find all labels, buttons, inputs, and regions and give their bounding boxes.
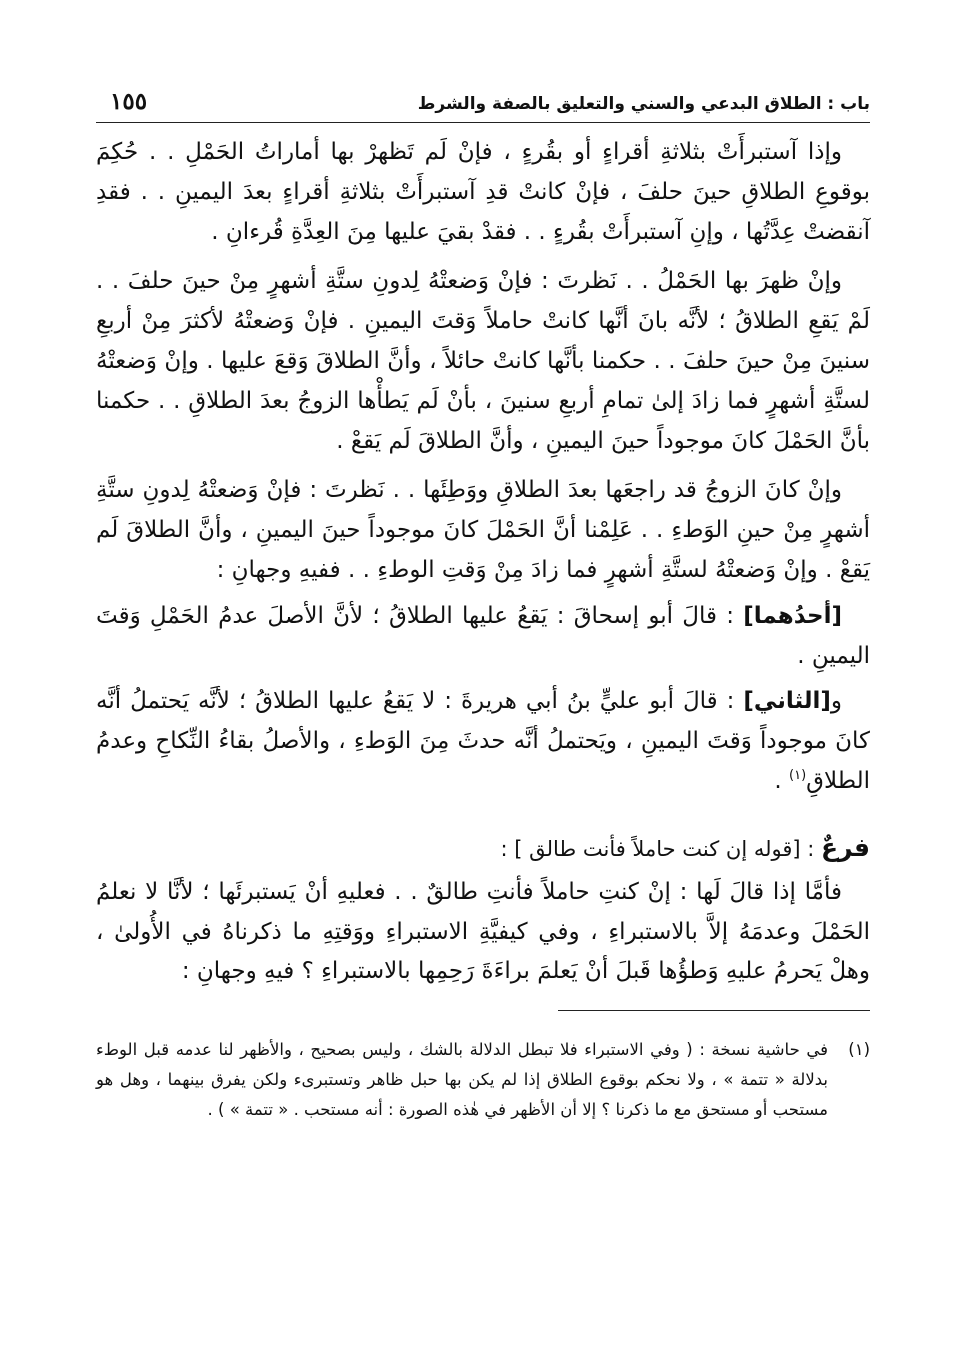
second-view-end: .	[774, 767, 790, 794]
section-word: فرعٌ	[821, 832, 870, 862]
second-view-prefix: و	[830, 688, 842, 715]
first-view-label: [أحدُهما]	[743, 602, 842, 629]
paragraph-first-view	[96, 597, 870, 677]
chapter-title: باب : الطلاق البدعي والسني والتعليق بالصفة والشرط	[417, 94, 870, 114]
paragraph-3: وإنْ كانَ الزوجُ قد راجعَها بعدَ الطلاقِ ووَطِئَها . . نَظرتَ : فإنْ وَضعتْهُ لِدونِ ستَّةِ أشهرٍ مِنْ حينِ الوَطءِ . . عَلِمْنا أنَّ الحَمْلَ كانَ موجوداً حينَ اليمينِ ، وأنَّ الطلاقَ لَم يَقعْ . وإنْ وَضعتْهُ لستَّةِ أشهرٍ فما زادَ مِنْ وَقتِ الوطءِ . . ففيهِ وجهانِ :	[96, 477, 870, 583]
footnote-text: في حاشية نسخة : ( وفي الاستبراء فلا تبطل الدلالة بالشك ، وليس بصحيح ، والأظهر لنا عدمه قبل الوطء بدلالة « تتمة » ، ولا نحكم بوقوع الطلاق إذا لم يكن بها حبل ظاهر وتستبرىء ولكن يفرق بينهما ، وهل هو مستحب أو مستحق مع ما ذكرنا ؟ إلا أن الأظهر في هٰذه الصورة : أنه مستحب . « تتمة » ) .	[96, 1040, 828, 1120]
first-view-text: : قالَ أبو إسحاقَ : يَقعُ عليها الطلاقُ ؛ لأنَّ الأصلَ عدمُ الحَمْلِ وَقتَ اليمينِ .	[96, 602, 870, 669]
footnote-divider	[558, 1010, 870, 1011]
section-heading	[96, 828, 870, 869]
page-number: ١٥٥	[110, 88, 148, 115]
running-header	[96, 82, 870, 123]
footnote-reference[interactable]: (١)	[789, 767, 807, 783]
paragraph-second-view	[96, 682, 870, 801]
main-text	[96, 133, 870, 992]
second-view-text: : قالَ أبو عليٍّ بنُ أبي هريرةَ : لا يَقعُ عليها الطلاقُ ؛ لأنَّه يَحتملُ أنَّه كانَ موجوداً وَقتَ اليمينِ ، ويَحتملُ أنَّه حدثَ مِنَ الوَطءِ ، والأصلُ بقاءُ النِّكاحِ وعدمُ الطلاقِ	[96, 688, 870, 794]
footnote	[96, 1035, 870, 1125]
second-view-label: [الثاني]	[743, 688, 831, 715]
paragraph-2: وإنْ ظهرَ بها الحَمْلُ . . نَظرتَ : فإنْ وَضعتْهُ لِدونِ ستَّةِ أشهرٍ مِنْ حينَ حلفَ . . لَمْ يَقعِ الطلاقُ ؛ لأنَّه بانَ أنَّها كانتْ حاملاً وَقتَ اليمينِ . فإنْ وَضعتْهُ لأكثرَ مِنْ أربعِ سنينَ مِنْ حينَ حلفَ . . حكمنا بأنَّها كانتْ حائلاً ، وأنَّ الطلاقَ وَقعَ عليها . وإنْ وَضعتْهُ لستَّةِ أشهرٍ فما زادَ إلىٰ تمامِ أربعِ سنينَ ، بأنْ لَم يَطأْها الزوجُ بعدَ الطلاقِ . . حكمنا بأنَّ الحَمْلَ كانَ موجوداً حينَ اليمينِ ، وأنَّ الطلاقَ لَم يَقعْ .	[96, 268, 870, 454]
section-title: : [قوله إن كنت حاملاً فأنت طالق ] :	[500, 836, 821, 861]
footnote-number: (١)	[848, 1040, 870, 1060]
book-page	[96, 82, 870, 1344]
paragraph-1: وإذا آستبرأَتْ بثلاثةِ أقراءٍ أو بقُرءٍ ، فإنْ لَم تَظهرْ بها أماراتُ الحَمْلِ . . حُكِمَ بوقوعِ الطلاقِ حينَ حلفَ ، فإنْ كانتْ قدِ آستبرأَتْ بثلاثةِ أقراءٍ بعدَ اليمينِ . . فقدِ آنقضتْ عِدَّتُها ، وإنِ آستبرأَتْ بقُرءٍ . . فقدْ بقيَ عليها مِنَ العِدَّةِ قُرءانِ .	[96, 139, 870, 245]
paragraph-6: فأمَّا إذا قالَ لَها : إنْ كنتِ حاملاً فأنتِ طالقٌ . . فعليهِ أنْ يَستبرئَها ؛ لأنَّا لا نعلمُ الحَمْلَ وعدمَهُ إلاَّ بالاستبراءِ ، وفي كيفيَّةِ الاستبراءِ ووَقتِهِ ما ذكرناهُ في الأُولىٰ ، وهلْ يَحرمُ عليهِ وَطؤُها قَبلَ أنْ يَعلمَ براءَةَ رَحِمِها بالاستبراءِ ؟ فيهِ وجهانِ :	[96, 878, 870, 985]
